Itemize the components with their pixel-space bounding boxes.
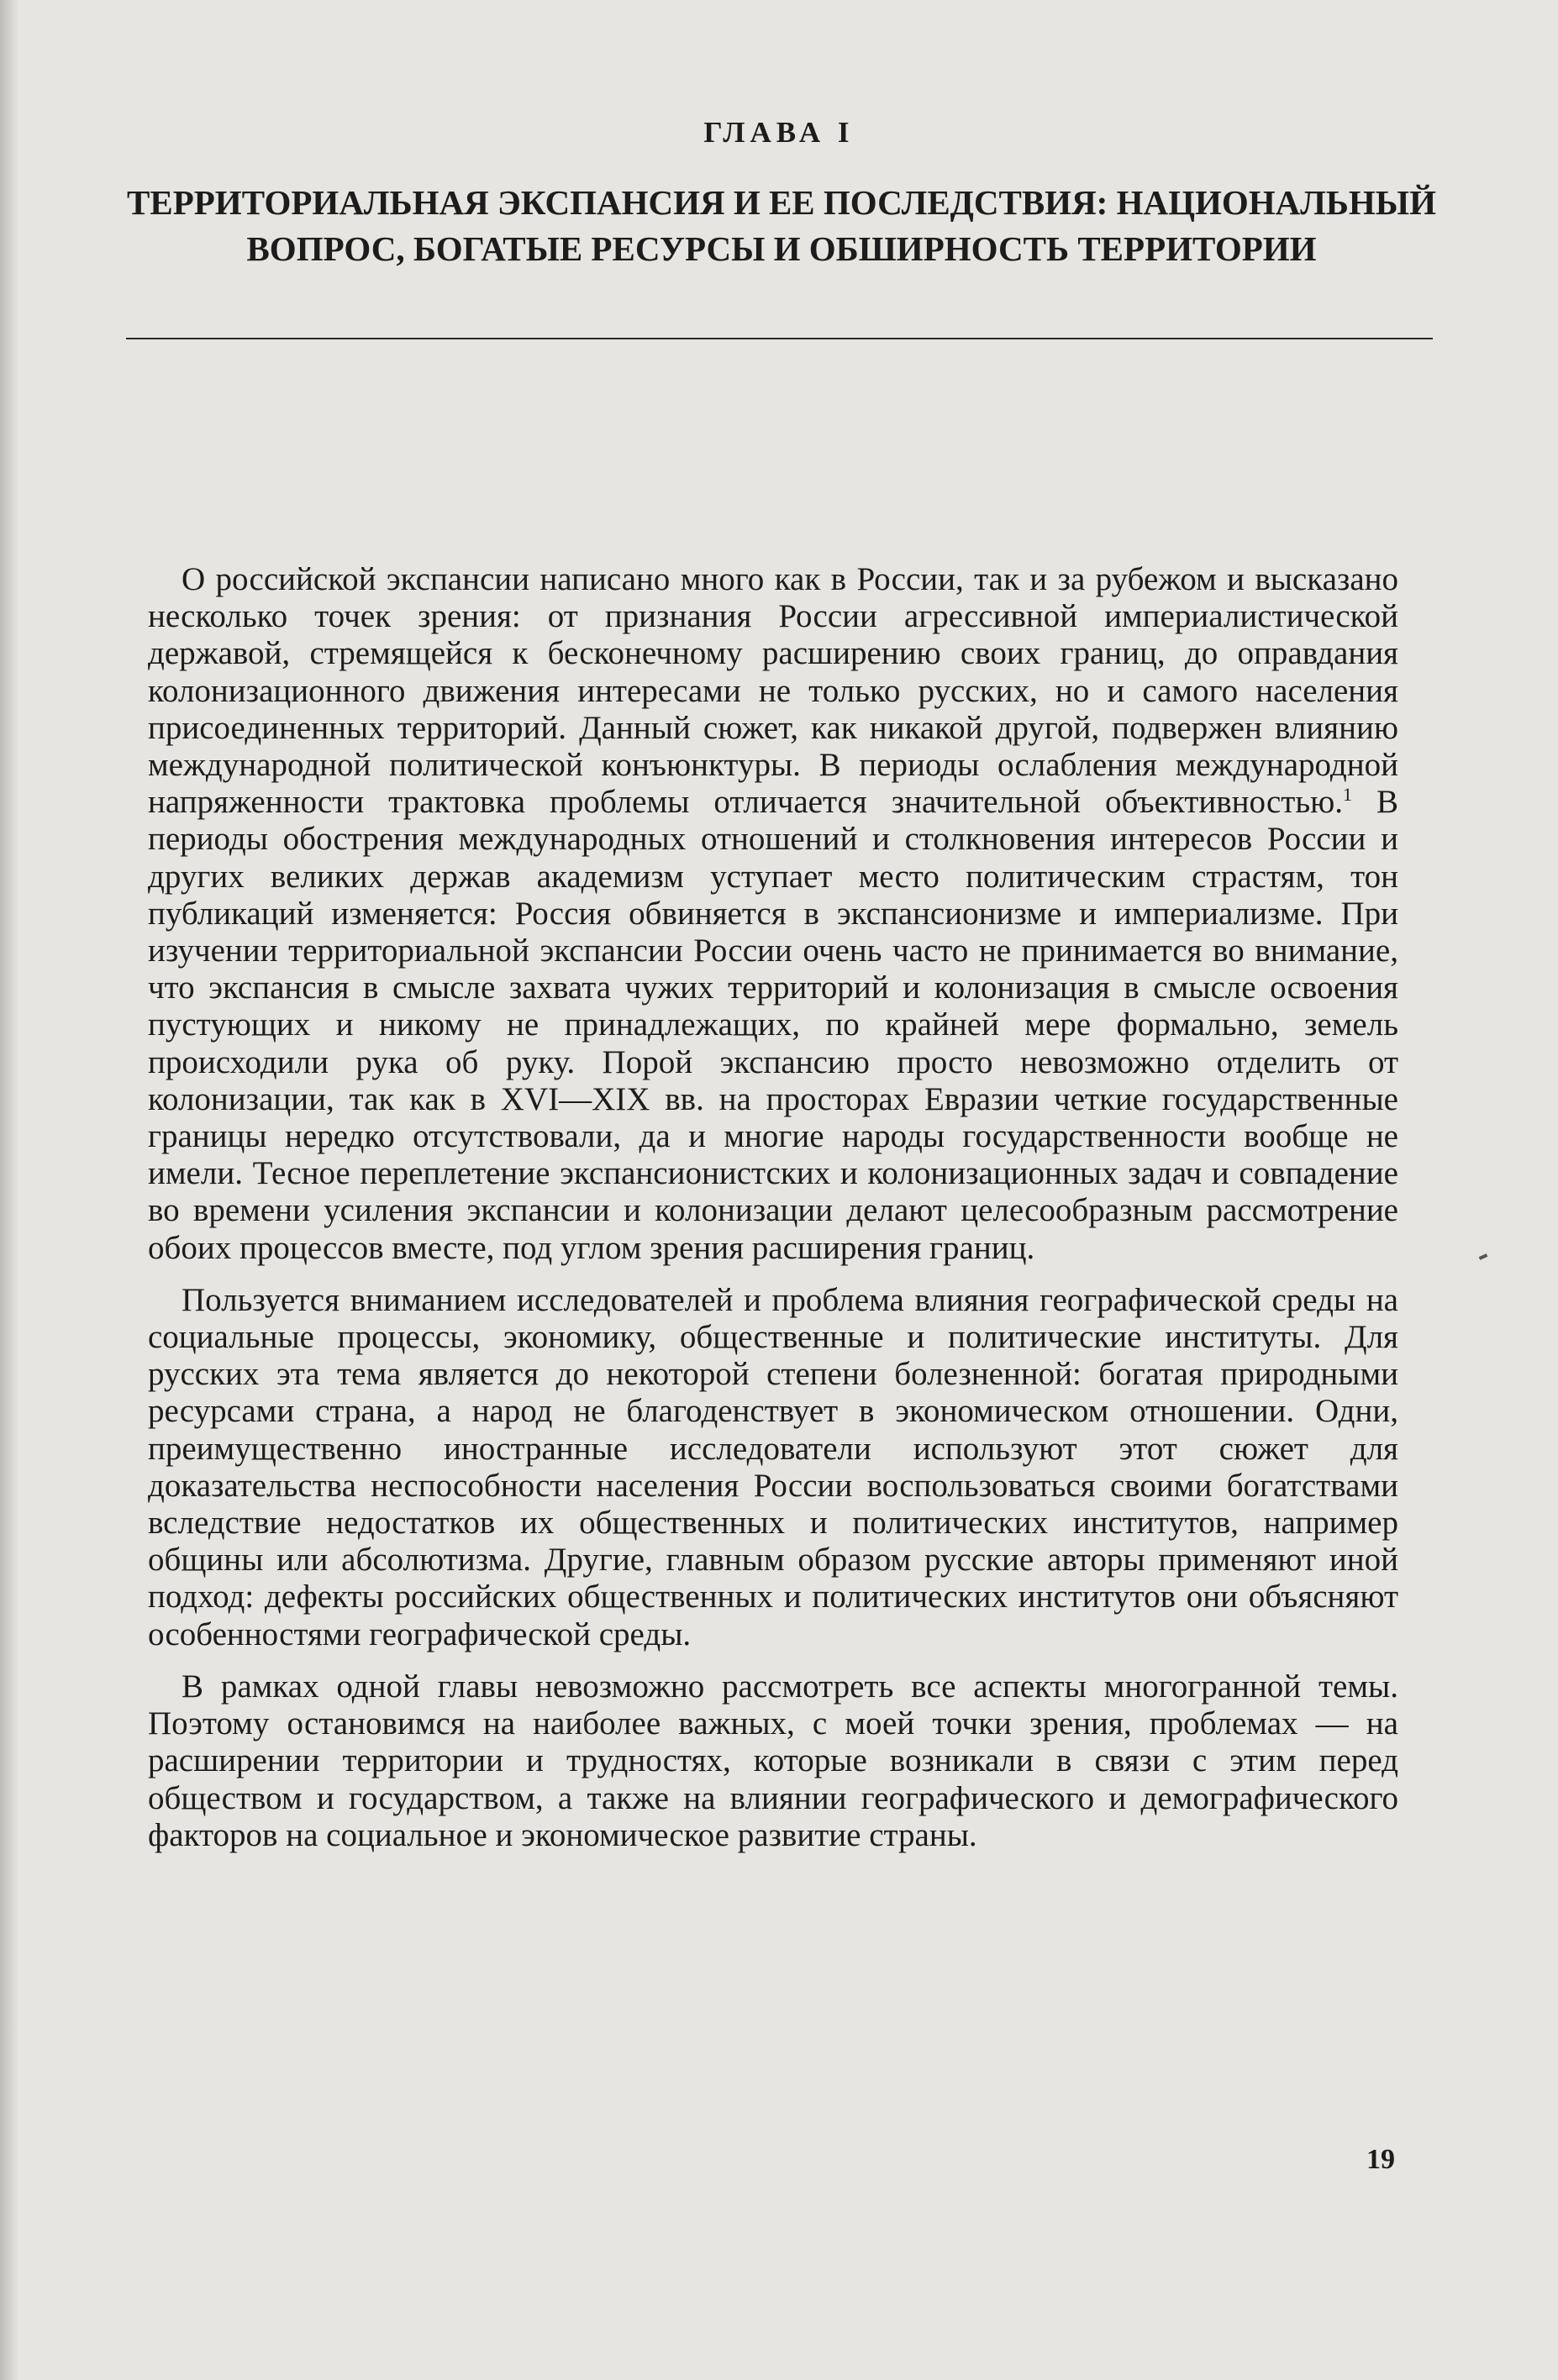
binding-shadow xyxy=(0,0,18,2380)
title-divider xyxy=(126,338,1433,339)
chapter-label: ГЛАВА I xyxy=(703,116,855,149)
paragraph-1-part-a: О российской экспансии написано много как в России, так и за рубежом и высказано несколько точек зрения: от признания России агрессивной империалистической державой, стремящейся к бесконечному расширению своих границ, до оправдания колонизационного движения интересами не только русских, но и самого населения присоединенных территорий. Данный сюжет, как никакой другой, подвержен влиянию международной политической конъюнктуры. В периоды ослабления международной напряженности трактовка проблемы отличается значительной объективностью. xyxy=(148,561,1398,821)
paragraph-1 xyxy=(148,561,1398,1267)
chapter-title: ТЕРРИТОРИАЛЬНАЯ ЭКСПАНСИЯ И ЕЕ ПОСЛЕДСТВИЯ: НАЦИОНАЛЬНЫЙ ВОПРОС, БОГАТЫЕ РЕСУРСЫ И ОБШИРНОСТЬ ТЕРРИТОРИИ xyxy=(127,183,1436,268)
stray-mark xyxy=(1479,1253,1488,1260)
page-number: 19 xyxy=(1366,2144,1395,2175)
body-text xyxy=(148,561,1398,1869)
paragraph-1-part-b: В периоды обострения международных отношений и столкновения интересов России и других великих держав академизм уступает место политическим страстям, тон публикаций изменяется: Россия обвиняется в экспансионизме и империализме. При изучении территориальной экспансии России очень часто не принимается во внимание, что экспансия в смысле захвата чужих территорий и колонизация в смысле освоения пустующих и никому не принадлежащих, по крайней мере формально, земель происходили рука об руку. Порой экспансию просто невозможно отделить от колонизации, так как в XVI—XIX вв. на просторах Евразии четкие государственные границы нередко отсутствовали, да и многие народы государственности вообще не имели. Тесное переплетение экспансионистских и колонизационных задач и совпадение во времени усиления экспансии и колонизации делают целесообразным рассмотрение обоих процессов вместе, под углом зрения расширения границ. xyxy=(148,784,1398,1266)
paragraph-3: В рамках одной главы невозможно рассмотреть все аспекты многогранной темы. Поэтому остановимся на наиболее важных, с моей точки зрения, проблемах — на расширении территории и трудностях, которые возникали в связи с этим перед обществом и государством, а также на влиянии географического и демографического факторов на социальное и экономическое развитие страны. xyxy=(148,1668,1398,1853)
footnote-ref: 1 xyxy=(1343,784,1353,806)
paragraph-2: Пользуется вниманием исследователей и проблема влияния географической среды на социальные процессы, экономику, общественные и политические институты. Для русских эта тема является до некоторой степени болезненной: богатая природными ресурсами страна, а народ не благоденствует в экономическом отношении. Одни, преимущественно иностранные исследователи используют этот сюжет для доказательства неспособности населения России воспользоваться своими богатствами вследствие недостатков их общественных и политических институтов, например общины или абсолютизма. Другие, главным образом русские авторы применяют иной подход: дефекты российских общественных и политических институтов они объясняют особенностями географической среды. xyxy=(148,1281,1398,1652)
